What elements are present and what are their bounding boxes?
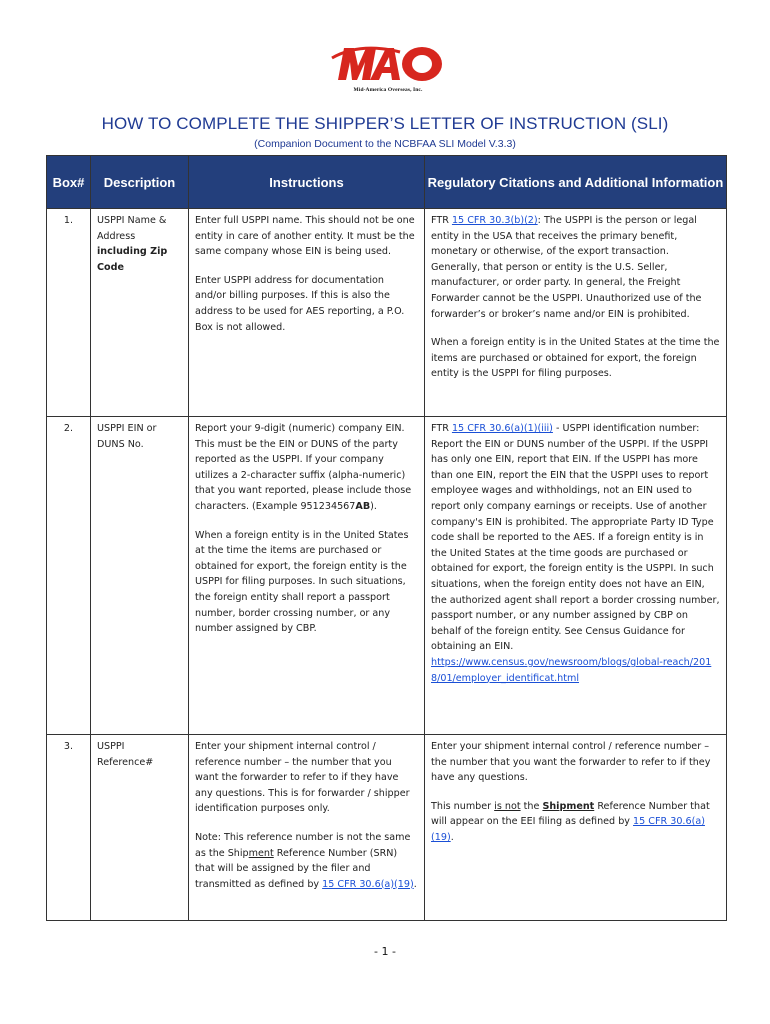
cfr-link[interactable]: 15 CFR 30.6(a)(1)(iii) (451, 423, 553, 434)
regulatory-text: . (450, 831, 454, 843)
instructions-bold: AB (355, 500, 371, 512)
regulatory-paragraph (431, 213, 720, 322)
census-link[interactable]: https://www.census.gov/newsroom/blogs/global-reach/2018/01/employer_identificat.html (431, 656, 712, 684)
box-number: 3. (47, 735, 91, 921)
cfr-link[interactable]: 15 CFR 30.3(b)(2) (451, 215, 538, 226)
page-subtitle: (Companion Document to the NCBFAA SLI Model V.3.3) (254, 138, 516, 150)
header-box: Box# (47, 156, 91, 209)
cfr-link[interactable]: 15 CFR 30.6(a)(19) (431, 816, 705, 843)
instructions-paragraph: Enter your shipment internal control / reference number – the number that you want the forwarder to refer to if they have any questions. This is for forwarder / shipper identification purposes only. (195, 741, 410, 815)
regulatory-text: Reference Number that will appear on the EEI filing as defined by (431, 800, 710, 828)
mao-logo-icon (330, 40, 446, 86)
description-text: USPPI Name & Address (97, 215, 167, 242)
cfr-link[interactable]: 15 CFR 30.6(a)(19) (322, 878, 414, 890)
page-number: - 1 - (374, 945, 396, 958)
company-logo (318, 40, 458, 102)
note-text: . (413, 878, 417, 890)
regulatory-text: - USPPI identification number: Report the EIN or DUNS number of the USPPI. If the USPPI has only one EIN, report that EIN. If the USPPI has more than one EIN, report the EIN that the USPPI uses to report employee wages and withholdings, not an EIN used to report only company earnings or receipts. Use of another company's EIN is prohibited. The appropriate Party ID Type code shall be reported to the AES. If a foreign entity is in the United States at the time goods are purchased or obtained for export, the foreign entity is the USPPI. In such situations, when the foreign entity does not have an EIN, the authorized agent shall report a border crossing number, passport number, or any number assigned by CBP on behalf of the foreign entity. See Census Guidance for obtaining an EIN. (431, 423, 720, 653)
instructions-text: ). (370, 500, 377, 512)
instructions-cell (189, 735, 425, 921)
regulatory-cell (425, 735, 727, 921)
page-title: HOW TO COMPLETE THE SHIPPER’S LETTER OF INSTRUCTION (SLI) (101, 114, 669, 133)
description-cell (91, 209, 189, 417)
regulatory-text: the (520, 800, 543, 812)
ftr-prefix: FTR (431, 423, 452, 434)
instructions-paragraph (195, 421, 418, 515)
regulatory-bold: Shipment (542, 800, 595, 812)
table-row (47, 417, 727, 735)
ftr-prefix: FTR (431, 215, 452, 226)
header-description: Description (91, 156, 189, 209)
regulatory-text: This number (431, 800, 495, 812)
description-text: USPPI EIN or DUNS No. (97, 423, 157, 450)
regulatory-url (431, 655, 720, 686)
instructions-paragraph: When a foreign entity is in the United States at the time the items are purchased or obtained for export, the foreign entity is the USPPI for filing purposes. In such situations, the foreign entity shall report a passport number, border crossing number, or any number assigned by CBP. (195, 529, 409, 635)
description-cell (91, 417, 189, 735)
regulatory-cell (425, 209, 727, 417)
logo-caption: Mid-America Overseas, Inc. (353, 87, 423, 93)
note-text: Reference Number (SRN) that will be assigned by the filer and transmitted as defined by (195, 847, 398, 890)
regulatory-paragraph: When a foreign entity is in the United States at the time the items are purchased or obtained for export, the foreign entity is the USPPI for filing purposes. (431, 337, 720, 380)
table-row (47, 209, 727, 417)
instructions-table (46, 155, 727, 921)
regulatory-cell (425, 417, 727, 735)
header-regulatory: Regulatory Citations and Additional Information (425, 156, 727, 209)
description-bold: including Zip Code (97, 246, 168, 273)
header-instructions: Instructions (189, 156, 425, 209)
table-header-row (47, 156, 727, 209)
note-text: Note: This reference number is not the same as the Ship (195, 831, 411, 859)
instructions-cell (189, 417, 425, 735)
instructions-text: Report your 9-digit (numeric) company EIN. This must be the EIN or DUNS of the party reported as the USPPI. If your company utilizes a 2-character suffix (alpha-numeric) that you want reported, please include those characters. (Example 951234567 (195, 423, 412, 512)
regulatory-underlined: is not (494, 800, 521, 812)
box-number: 2. (47, 417, 91, 735)
regulatory-paragraph: Enter your shipment internal control / reference number – the number that you want the forwarder to refer to if they have any questions. (431, 741, 711, 784)
description-cell (91, 735, 189, 921)
instructions-paragraph: Enter full USPPI name. This should not be one entity in care of another entity. It must be the same company whose EIN is being used. (195, 215, 415, 258)
regulatory-paragraph (431, 421, 720, 655)
instructions-paragraph: Enter USPPI address for documentation and/or billing purposes. If this is also the address to be used for AES reporting, a P.O. Box is not allowed. (195, 274, 405, 333)
instructions-cell (189, 209, 425, 417)
note-underlined: ment (248, 847, 274, 859)
instructions-paragraph (195, 830, 418, 892)
regulatory-text: : The USPPI is the person or legal entity in the USA that receives the primary benefit, monetary or otherwise, of the export transaction. Generally, that person or entity is the U.S. Seller, manufacturer, or order party. In general, the Freight Forwarder cannot be the USPPI. Unauthorized use of the forwarder’s or broker’s name and/or EIN is prohibited. (431, 215, 702, 320)
table-row (47, 735, 727, 921)
box-number: 1. (47, 209, 91, 417)
regulatory-paragraph (431, 799, 720, 846)
description-text: USPPI Reference# (97, 741, 154, 768)
